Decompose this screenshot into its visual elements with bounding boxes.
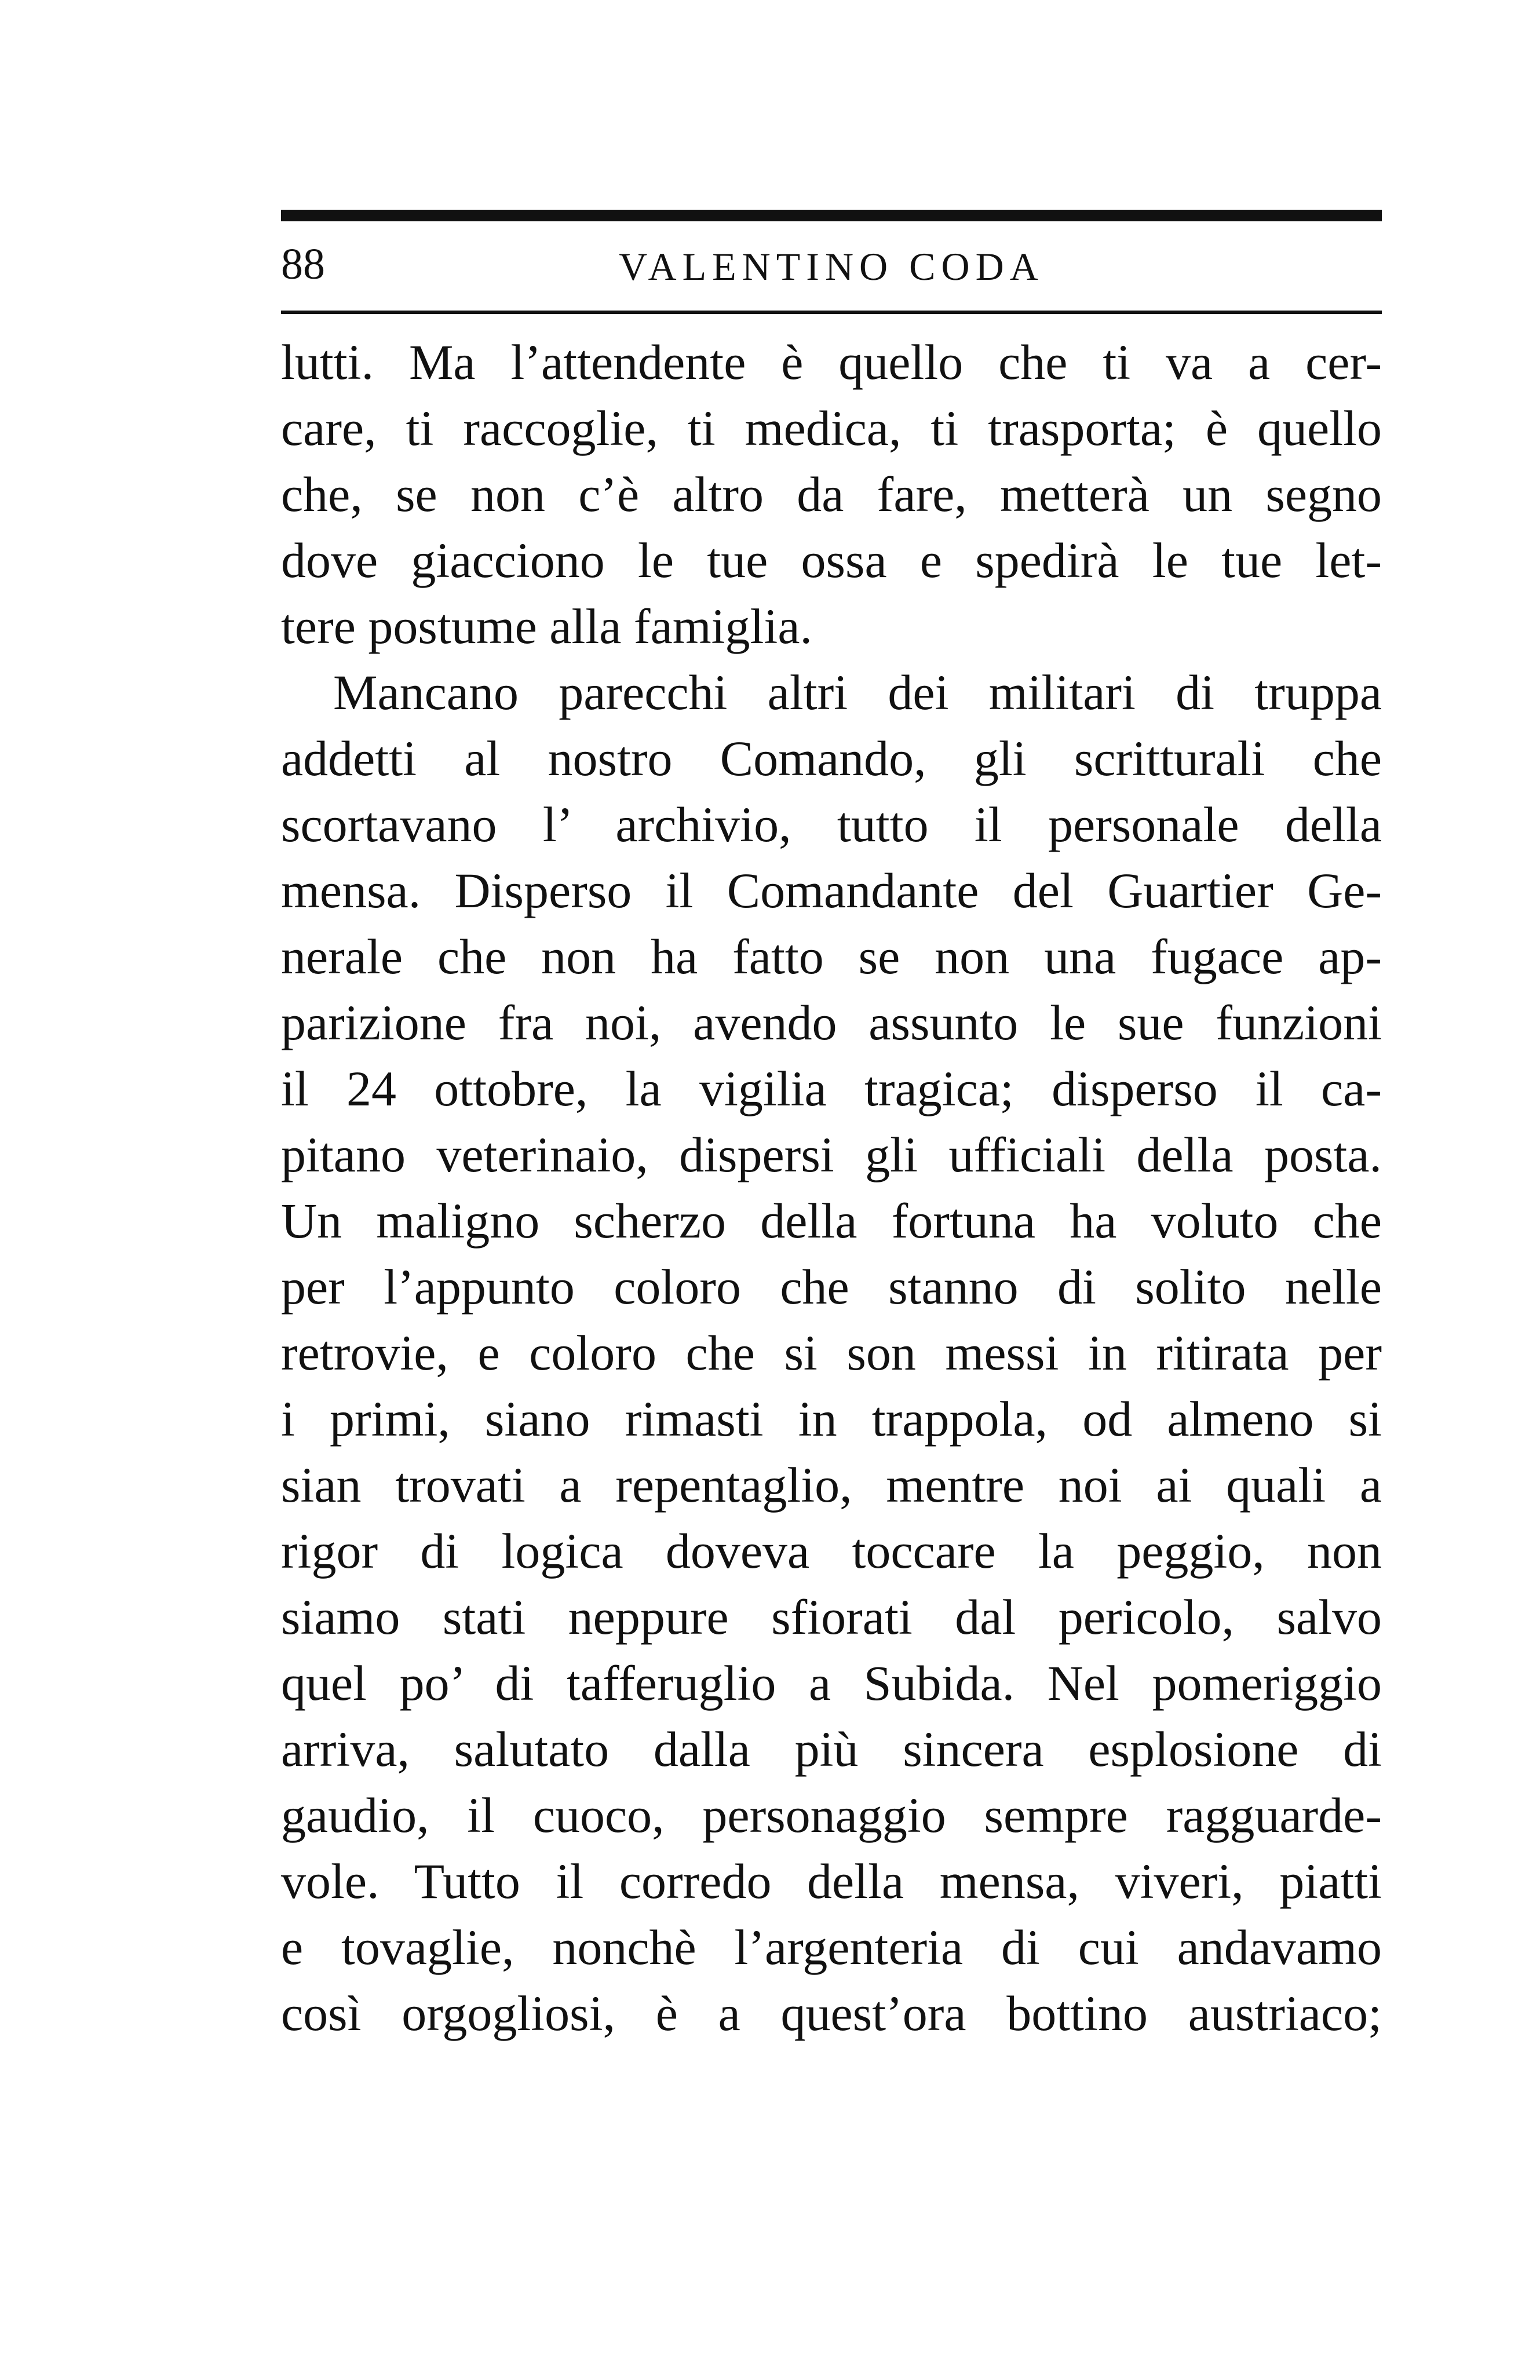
text-line: sian trovati a repentaglio, mentre noi ai quali a bbox=[281, 1457, 1382, 1513]
text-line: addetti al nostro Comando, gli scritturali che bbox=[281, 731, 1382, 786]
header-top-rule bbox=[281, 210, 1382, 221]
text-line: dove giacciono le tue ossa e spedirà le tue let- bbox=[281, 532, 1382, 588]
header-bottom-rule bbox=[281, 311, 1382, 314]
text-line: che, se non c’è altro da fare, metterà un segno bbox=[281, 466, 1382, 522]
text-line: arriva, salutato dalla più sincera esplosione di bbox=[281, 1721, 1382, 1777]
text-line: Un maligno scherzo della fortuna ha voluto che bbox=[281, 1193, 1382, 1249]
text-line: siamo stati neppure sfiorati dal pericolo, salvo bbox=[281, 1589, 1382, 1645]
text-line: nerale che non ha fatto se non una fugace ap- bbox=[281, 929, 1382, 984]
text-line: tere postume alla famiglia. bbox=[281, 598, 812, 654]
body-text bbox=[281, 329, 1382, 2046]
text-line: scortavano l’ archivio, tutto il personale della bbox=[281, 797, 1382, 852]
text-line: vole. Tutto il corredo della mensa, viveri, piatti bbox=[281, 1853, 1382, 1909]
text-line: rigor di logica doveva toccare la peggio, non bbox=[281, 1523, 1382, 1579]
text-line: gaudio, il cuoco, personaggio sempre ragguarde- bbox=[281, 1787, 1382, 1843]
text-line: parizione fra noi, avendo assunto le sue funzioni bbox=[281, 995, 1382, 1050]
text-line: per l’appunto coloro che stanno di solito nelle bbox=[281, 1259, 1382, 1315]
text-line: lutti. Ma l’attendente è quello che ti va a cer- bbox=[281, 334, 1382, 390]
text-line: i primi, siano rimasti in trappola, od almeno si bbox=[281, 1391, 1382, 1447]
page-number: 88 bbox=[281, 240, 325, 289]
page-header bbox=[281, 229, 1382, 298]
running-head: VALENTINO CODA bbox=[619, 244, 1044, 289]
text-line: quel po’ di tafferuglio a Subida. Nel pomeriggio bbox=[281, 1655, 1382, 1711]
text-line: care, ti raccoglie, ti medica, ti trasporta; è quello bbox=[281, 400, 1382, 456]
text-line: così orgogliosi, è a quest’ora bottino austriaco; bbox=[281, 1985, 1382, 2041]
text-line: Mancano parecchi altri dei militari di truppa bbox=[333, 665, 1382, 720]
text-line: e tovaglie, nonchè l’argenteria di cui andavamo bbox=[281, 1919, 1382, 1975]
text-line: retrovie, e coloro che si son messi in ritirata per bbox=[281, 1325, 1382, 1381]
text-line: mensa. Disperso il Comandante del Guartier Ge- bbox=[281, 863, 1382, 918]
text-line: il 24 ottobre, la vigilia tragica; disperso il ca- bbox=[281, 1061, 1382, 1116]
text-line: pitano veterinaio, dispersi gli ufficiali della posta. bbox=[281, 1127, 1382, 1182]
